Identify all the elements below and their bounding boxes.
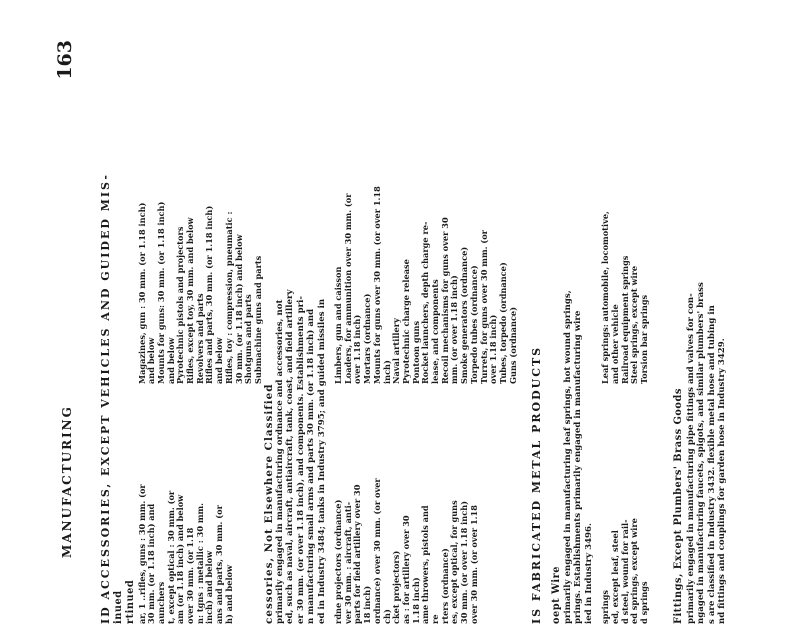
product-entry: ed, except leaf, steel <box>609 530 620 624</box>
page-body <box>100 64 800 624</box>
subsection-continued: rtinued <box>125 579 136 624</box>
product-entry: re <box>430 614 441 624</box>
product-column-right <box>334 186 518 384</box>
product-entry: rdne projectors (ordnance) <box>333 499 344 624</box>
product-list <box>136 64 263 624</box>
product-entry: Leaf springs: automobile, locomotive, <box>600 211 611 384</box>
product-entry: Pyrotechnic charge release <box>400 259 411 384</box>
product-column-right <box>138 202 264 384</box>
product-entry: Mounts for guns over 30 mm. (or over 1.18 <box>371 186 382 384</box>
product-entry: aunchers <box>155 581 166 624</box>
section-heading: ID ACCESSORIES, EXCEPT VEHICLES AND GUIDED MIS- <box>99 173 112 624</box>
product-entry: ordnance) over 30 mm. (or over <box>371 478 382 624</box>
product-entry: Magazines, gun : 30 mm. (or 1.18 inch) <box>136 202 147 384</box>
product-entry: Steel springs, except wire <box>629 265 640 384</box>
product-column-left <box>334 478 480 624</box>
product-entry: Shotguns and parts <box>243 294 254 384</box>
description-line: primarily engaged in manufacturing leaf springs, hot wound springs, <box>563 290 574 624</box>
industry-description <box>275 64 327 624</box>
product-entry: inch) and below <box>204 550 215 624</box>
product-entry: Mounts for guns: 30 mm. (or 1.18 inch) <box>155 201 166 384</box>
description-line: primarily engaged in manufacturing pipe fittings and valves for con- <box>685 293 696 624</box>
running-head-title: MANUFACTURING <box>60 405 74 558</box>
page-number: 163 <box>54 40 76 80</box>
product-entry: Limbers, gun and caisson <box>333 266 344 384</box>
product-entry: Submachine guns and parts <box>252 255 263 384</box>
description-line: nd fittings and couplings for garden hose in Industry 3429. <box>716 338 727 624</box>
product-entry: ch) <box>381 609 392 624</box>
product-entry: ame throwers, pistols and <box>420 505 431 624</box>
product-entry: Turrets, for guns over 30 mm. (or <box>478 230 489 384</box>
description-line: n manufacturing small arms and parts 30 mm. (or 1.18 inch) and <box>306 308 317 624</box>
product-entry: n: tgns : metallic : 30 mm. <box>194 502 205 624</box>
product-entry: Rocket launchers, depth charge re- <box>420 221 431 384</box>
product-entry: Smoke generators (ordnance) <box>459 246 470 384</box>
product-entry: Torsion bar springs <box>639 294 650 384</box>
product-entry: d springs <box>639 581 650 624</box>
product-entry: ans and parts, 30 mm. (or <box>214 505 225 624</box>
running-head <box>54 40 84 558</box>
product-entry: Torpedo tubes (ordnance) <box>468 265 479 384</box>
product-entry: Guns (ordnance) <box>507 306 518 384</box>
product-entry: 1.18 inch) <box>410 577 421 624</box>
product-entry: and below <box>214 337 225 384</box>
product-entry: as : for artillery over 30 <box>400 515 411 624</box>
product-entry: 30 mm. (or 1.18 inch) and below <box>233 234 244 384</box>
product-entry: over 30 mm. (or 1.18 <box>185 527 196 624</box>
product-entry: over 30 mm. (or over 1.18 <box>468 505 479 624</box>
industry-heading: Fittings, Except Plumbers' Brass Goods <box>673 388 685 624</box>
description-line: s are classified in Industry 3432. flexible metal hose and tubing in <box>706 305 717 624</box>
product-entry: am (or 1.18 inch) and below <box>175 494 186 624</box>
product-entry: Naval artillery <box>391 318 402 384</box>
product-entry: Revolvers and parts <box>194 293 205 384</box>
product-entry: Mortars (ordnance) <box>362 293 373 384</box>
product-entry: Pyrotechnic pistols and projectors <box>175 226 186 384</box>
product-entry: t, except optical : 30 mm. (or <box>165 490 176 624</box>
description-line: ied in Industry 3496. <box>583 523 594 624</box>
product-entry: ver 30 mm. : aircraft, anti- <box>342 501 353 624</box>
description-line: primarily engaged in manufacturing ordnance and accessories, not <box>275 299 285 624</box>
product-entry: h) and below <box>223 564 234 624</box>
product-entry: and below <box>165 337 176 384</box>
product-entry: ar, 1 ..rifles, guns : 30 mm. (or <box>136 484 147 624</box>
product-entry: Railroad equipment springs <box>619 255 630 384</box>
industry-description <box>563 64 594 624</box>
product-entry: Loaders, for ammunition over 30 mm. (or <box>342 193 353 384</box>
product-entry: d steel, wound for rail- <box>619 519 630 624</box>
product-column-left <box>138 484 235 624</box>
product-entry: inch) <box>381 360 392 384</box>
description-line: ngaged in manufacturing faucets, spigots, and similar plumbers' brass <box>696 282 707 624</box>
product-list <box>601 64 673 624</box>
product-column-left <box>601 518 650 624</box>
product-entry: Rifles, toy : compression, pneumatic : <box>223 211 234 384</box>
product-entry: over 1.18 inch) <box>352 314 363 384</box>
product-entry: 18 inch) <box>362 585 373 624</box>
description-line: ed in Industry 3484; tanks in Industry 3795; and guided missiles in <box>316 298 327 624</box>
industry-heading: oept Wire <box>550 565 562 624</box>
product-entry: 30 mm. (or 1.18 inch) and <box>146 503 157 624</box>
product-entry: springs <box>600 589 611 624</box>
product-entry: mm. (or over 1.18 inch) <box>449 275 460 384</box>
industry-heading: cessories, Not Elsewhere Classified <box>262 383 275 624</box>
section-continued: inued <box>112 590 124 624</box>
product-entry: Pontoon guns <box>410 320 421 384</box>
product-entry: es, except optical, for guns <box>449 500 460 624</box>
product-entry: and other vehicle <box>609 304 620 384</box>
product-entry: cket projectors) <box>391 550 402 624</box>
description-line: ed, such as naval, aircraft, antiaircraft, tank, coast, and field artillery <box>285 289 296 624</box>
product-entry: Rifles and parts, 30 mm. (or 1.18 inch) <box>204 205 215 384</box>
product-entry: rters (ordnance) <box>439 548 450 624</box>
product-entry: over 1.18 inch) <box>488 314 499 384</box>
product-entry: ed springs, except wire <box>629 518 640 624</box>
description-line: er 30 mm. (or over 1.18 inch), and components. Establishments pri- <box>295 295 306 624</box>
product-entry: parts for field artillery over 30 <box>352 484 363 624</box>
industry-description <box>686 64 728 624</box>
product-entry: Recoil mechanisms for guns over 30 <box>439 217 450 384</box>
product-entry: 30 mm. (or over 1.18 inch) <box>459 500 470 624</box>
major-group-heading: IS FABRICATED METAL PRODUCTS <box>530 345 544 624</box>
product-list <box>334 64 524 624</box>
product-entry: lease, and components <box>430 279 441 384</box>
description-line: prings. Establishments primarily engaged in manufacturing wire <box>573 310 584 624</box>
product-column-right <box>601 211 650 384</box>
product-entry: and below <box>146 337 157 384</box>
product-entry: Tubes, torpedo (ordnance) <box>497 262 508 384</box>
product-entry: Rifles, except toy, 30 mm. and below <box>185 217 196 384</box>
